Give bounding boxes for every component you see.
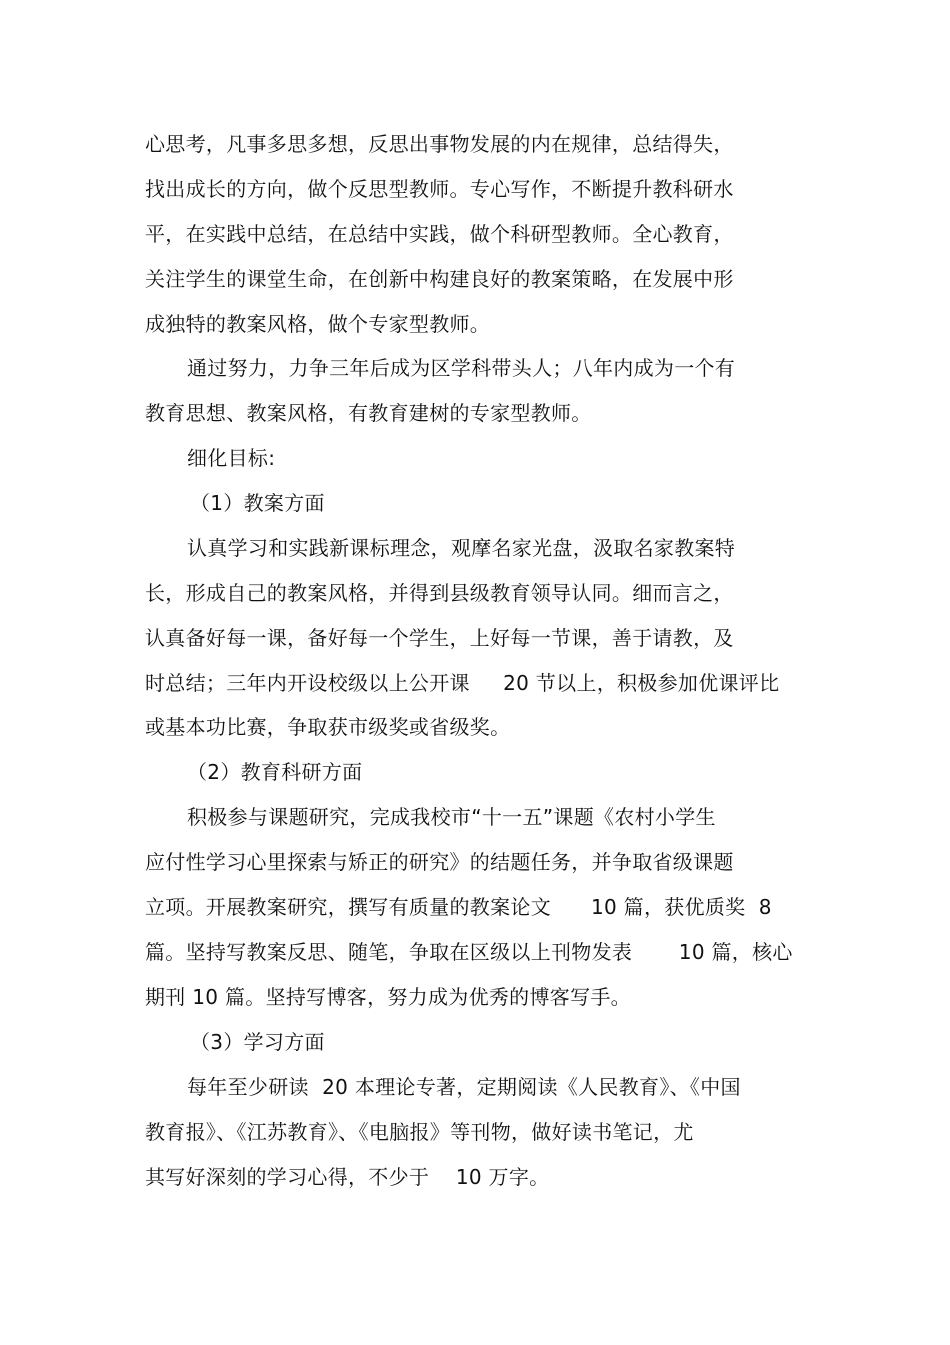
section-heading: 细化目标:	[187, 446, 276, 470]
text-line: 其写好深刻的学习心得，不少于 10 万字。	[145, 1165, 550, 1189]
text-line: 成独特的教案风格，做个专家型教师。	[145, 312, 491, 336]
text-line: 每年至少研读 20 本理论专著，定期阅读《人民教育》、《中国	[187, 1075, 741, 1099]
text-line: 教育思想、教案风格，有教育建树的专家型教师。	[145, 401, 592, 425]
text-line: 平，在实践中总结，在总结中实践，做个科研型教师。全心教育，	[145, 222, 734, 246]
text-line: 或基本功比赛，争取获市级奖或省级奖。	[145, 715, 511, 739]
text-line: 积极参与课题研究，完成我校市“十一五”课题《农村小学生	[187, 805, 716, 829]
text-line: 心思考，凡事多思多想，反思出事物发展的内在规律，总结得失，	[145, 132, 734, 156]
text-line: 教育报》、《江苏教育》、《电脑报》等刊物，做好读书笔记，尤	[145, 1120, 694, 1144]
text-line: 期刊 10 篇。坚持写博客，努力成为优秀的博客写手。	[145, 985, 631, 1009]
text-line: 篇。坚持写教案反思、随笔，争取在区级以上刊物发表 10 篇，核心	[145, 940, 793, 964]
text-line: 找出成长的方向，做个反思型教师。专心写作，不断提升教科研水	[145, 177, 734, 201]
section-heading: （3）学习方面	[190, 1030, 325, 1054]
text-line: 立项。开展教案研究，撰写有质量的教案论文 10 篇，获优质奖 8	[145, 895, 772, 919]
text-line: 长，形成自己的教案风格，并得到县级教育领导认同。细而言之，	[145, 581, 734, 605]
text-line: 时总结；三年内开设校级以上公开课 20 节以上，积极参加优课评比	[145, 671, 780, 695]
text-line: 应付性学习心里探索与矫正的研究》的结题任务，并争取省级课题	[145, 850, 734, 874]
text-line: 认真学习和实践新课标理念，观摩名家光盘，汲取名家教案特	[187, 536, 736, 560]
section-heading: （1）教案方面	[190, 491, 325, 515]
text-line: 关注学生的课堂生命，在创新中构建良好的教案策略，在发展中形	[145, 267, 734, 291]
section-heading: （2）教育科研方面	[187, 760, 363, 784]
text-line: 认真备好每一课，备好每一个学生，上好每一节课，善于请教，及	[145, 626, 734, 650]
text-line: 通过努力，力争三年后成为区学科带头人；八年内成为一个有	[187, 356, 736, 380]
